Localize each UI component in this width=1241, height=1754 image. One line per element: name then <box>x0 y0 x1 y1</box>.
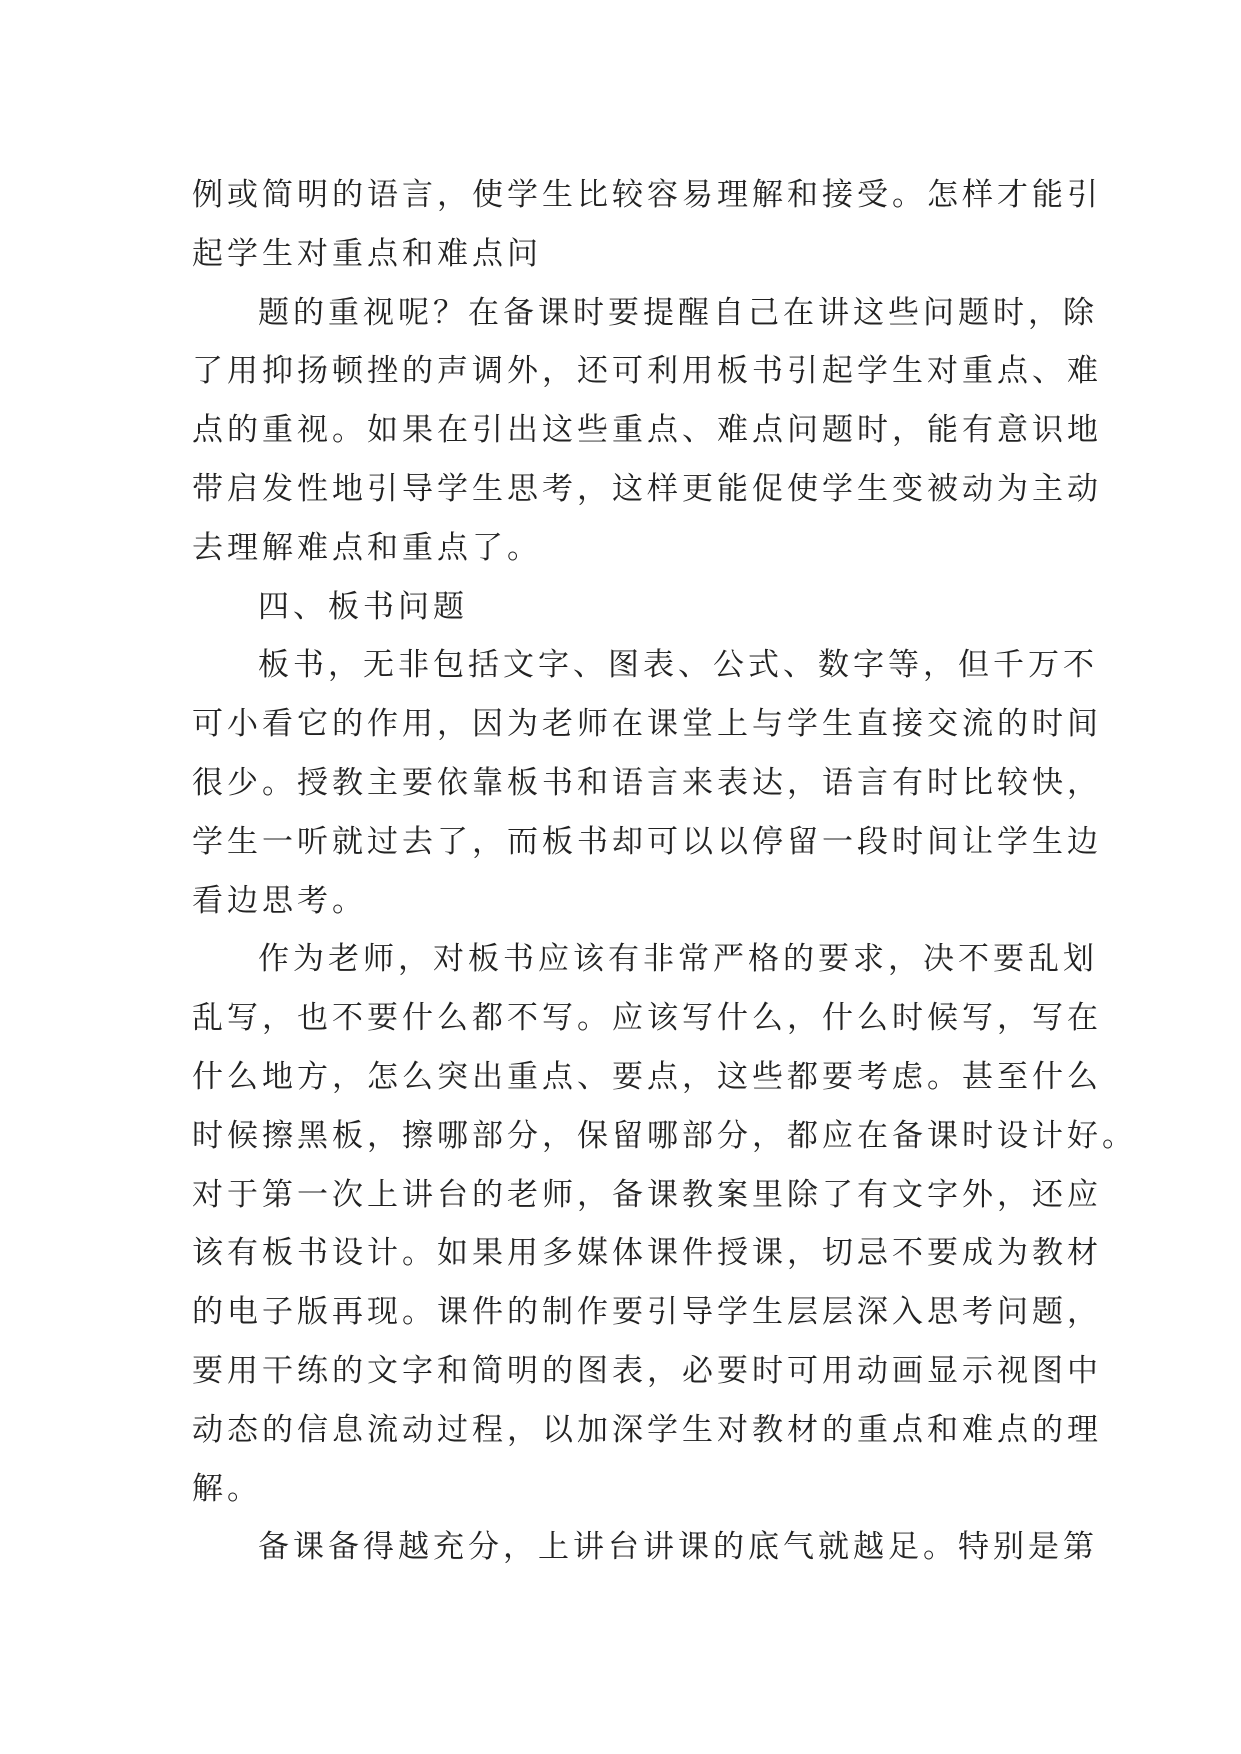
text-line: 对于第一次上讲台的老师，备课教案里除了有文字外，还应 <box>192 1176 1102 1213</box>
text-line: 很少。授教主要依靠板书和语言来表达，语言有时比较快， <box>192 764 1102 801</box>
text-line: 要用干练的文字和简明的图表，必要时可用动画显示视图中 <box>192 1352 1102 1389</box>
text-line: 学生一听就过去了，而板书却可以以停留一段时间让学生边 <box>192 823 1102 860</box>
text-line: 可小看它的作用，因为老师在课堂上与学生直接交流的时间 <box>192 706 1102 743</box>
text-line: 例或简明的语言，使学生比较容易理解和接受。怎样才能引 <box>192 177 1102 213</box>
text-line: 的电子版再现。课件的制作要引导学生层层深入思考问题， <box>192 1294 1102 1331</box>
text-line: 起学生对重点和难点问 <box>192 235 542 272</box>
text-line: 时候擦黑板，擦哪部分，保留哪部分，都应在备课时设计好。 <box>192 1117 1137 1154</box>
text-line: 题的重视呢？在备课时要提醒自己在讲这些问题时，除 <box>258 294 1098 331</box>
body-text <box>192 166 1137 1577</box>
text-line: 备课备得越充分，上讲台讲课的底气就越足。特别是第 <box>258 1529 1098 1566</box>
text-line: 该有板书设计。如果用多媒体课件授课，切忌不要成为教材 <box>192 1235 1102 1272</box>
text-line: 动态的信息流动过程，以加深学生对教材的重点和难点的理 <box>192 1411 1102 1448</box>
text-line: 去理解难点和重点了。 <box>192 529 542 566</box>
text-line: 作为老师，对板书应该有非常严格的要求，决不要乱划 <box>258 941 1098 978</box>
section-heading: 四、板书问题 <box>258 588 468 625</box>
text-line: 了用抑扬顿挫的声调外，还可利用板书引起学生对重点、难 <box>192 353 1102 390</box>
text-line: 带启发性地引导学生思考，这样更能促使学生变被动为主动 <box>192 470 1102 507</box>
text-line: 乱写，也不要什么都不写。应该写什么，什么时候写，写在 <box>192 1000 1102 1037</box>
text-line: 看边思考。 <box>192 882 367 919</box>
text-line: 点的重视。如果在引出这些重点、难点问题时，能有意识地 <box>192 412 1102 449</box>
text-line: 板书，无非包括文字、图表、公式、数字等，但千万不 <box>258 647 1098 684</box>
text-line: 什么地方，怎么突出重点、要点，这些都要考虑。甚至什么 <box>192 1058 1102 1095</box>
text-line: 解。 <box>192 1470 262 1507</box>
